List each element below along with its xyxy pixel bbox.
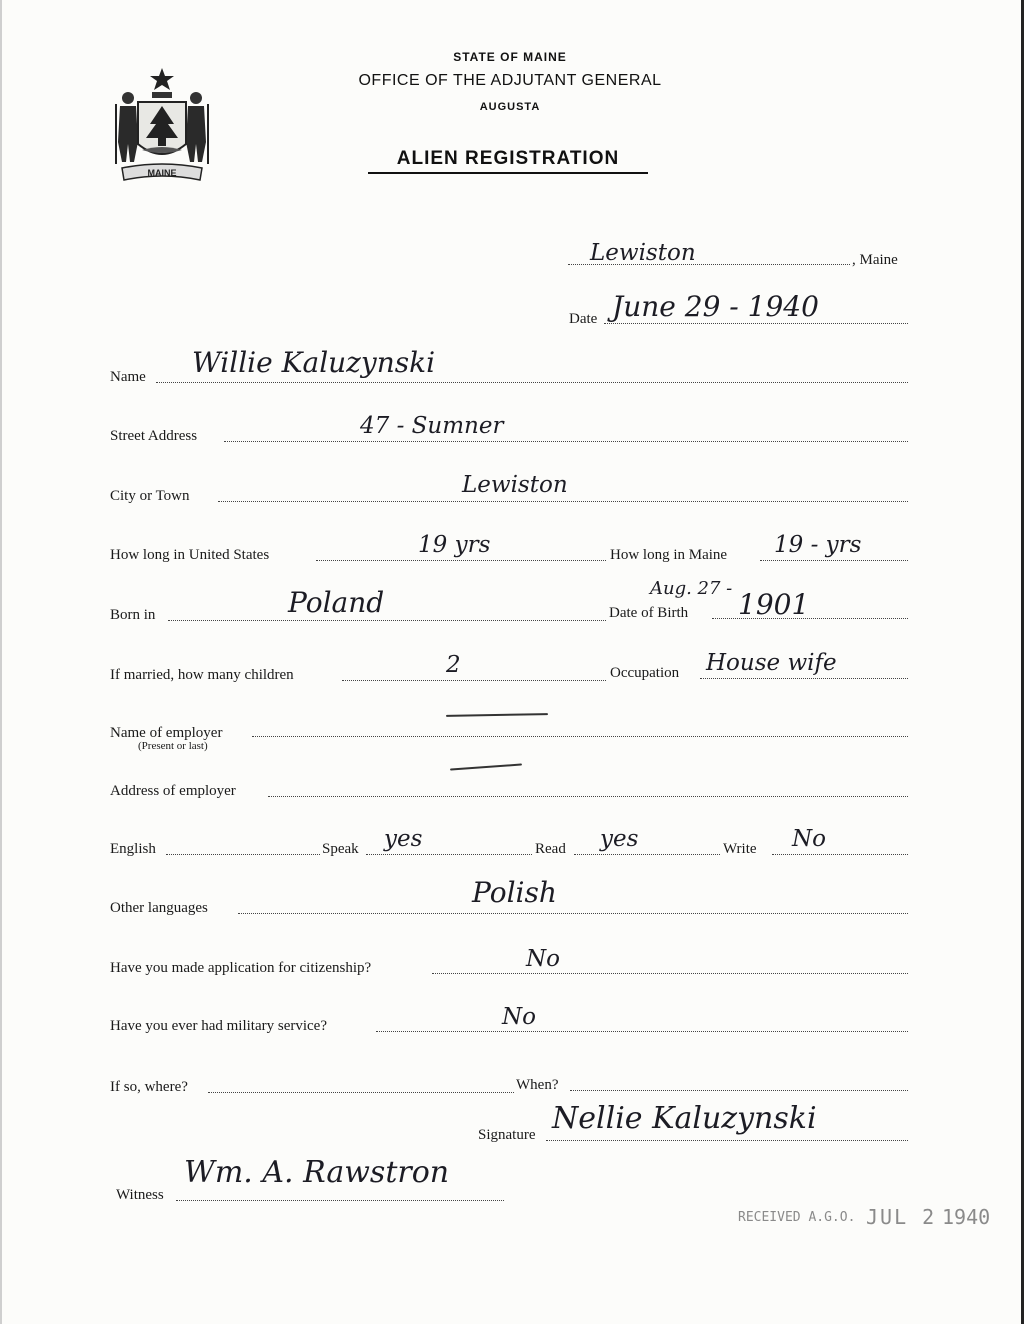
signature-value: Nellie Kaluzynski	[552, 1101, 817, 1136]
street-value: 47 - Sumner	[360, 413, 504, 439]
dob-label: Date of Birth	[609, 605, 689, 621]
occupation-label: Occupation	[610, 665, 680, 681]
english-line	[166, 854, 320, 855]
how-long-us-label: How long in United States	[110, 547, 270, 563]
when-line	[570, 1090, 908, 1091]
children-value: 2	[446, 652, 461, 678]
employer-name-dash	[446, 713, 548, 717]
write-label: Write	[723, 841, 757, 857]
seal-text: MAINE	[147, 168, 177, 178]
citizenship-label: Have you made application for citizenship?	[110, 960, 372, 976]
military-line	[376, 1031, 908, 1032]
if-so-where-line	[208, 1092, 514, 1093]
citizenship-value: No	[526, 946, 560, 972]
form-title: ALIEN REGISTRATION	[368, 148, 648, 174]
how-long-us-line	[316, 560, 606, 561]
city-value: Lewiston	[462, 472, 568, 498]
occupation-value: House wife	[706, 650, 837, 676]
employer-address-dash	[450, 763, 522, 770]
write-line	[772, 854, 908, 855]
name-value: Willie Kaluzynski	[192, 346, 436, 379]
maine-label: , Maine	[852, 252, 898, 268]
witness-label: Witness	[116, 1187, 164, 1203]
date-line	[604, 323, 908, 324]
header-state: STATE OF MAINE	[453, 50, 567, 64]
received-stamp: RECEIVED A.G.O.	[738, 1210, 856, 1225]
other-languages-label: Other languages	[110, 900, 208, 916]
employer-address-label: Address of employer	[110, 783, 236, 799]
speak-value: yes	[384, 826, 423, 852]
dob-year-value: 1901	[738, 588, 810, 621]
military-label: Have you ever had military service?	[110, 1018, 327, 1034]
occupation-line	[700, 678, 908, 679]
dob-month-value: Aug. 27 -	[650, 578, 733, 599]
born-in-line	[168, 620, 606, 621]
signature-line	[546, 1140, 908, 1141]
witness-line	[176, 1200, 504, 1201]
how-long-maine-label: How long in Maine	[610, 547, 728, 563]
city-label: City or Town	[110, 488, 190, 504]
city-line	[218, 501, 908, 502]
date-label: Date	[569, 311, 598, 327]
place-value: Lewiston	[590, 240, 696, 266]
header-city: AUGUSTA	[479, 101, 541, 113]
born-in-value: Poland	[288, 586, 385, 619]
how-long-maine-value: 19 - yrs	[774, 532, 862, 558]
other-languages-line	[238, 913, 908, 914]
citizenship-line	[432, 973, 908, 974]
employer-name-sublabel: (Present or last)	[138, 740, 208, 752]
children-label: If married, how many children	[110, 667, 294, 683]
speak-label: Speak	[322, 841, 359, 857]
read-value: yes	[600, 826, 639, 852]
english-label: English	[110, 841, 156, 857]
write-value: No	[792, 826, 826, 852]
how-long-us-value: 19 yrs	[418, 532, 491, 558]
read-line	[574, 854, 720, 855]
signature-label: Signature	[478, 1127, 536, 1143]
employer-address-line	[268, 796, 908, 797]
speak-line	[366, 854, 532, 855]
how-long-maine-line	[760, 560, 908, 561]
received-stamp-date: JUL 2	[866, 1205, 937, 1229]
military-value: No	[502, 1004, 536, 1030]
street-line	[224, 441, 908, 442]
state-seal-icon	[108, 64, 216, 186]
if-so-where-label: If so, where?	[110, 1079, 188, 1095]
when-label: When?	[516, 1077, 559, 1093]
born-in-label: Born in	[110, 607, 156, 623]
name-label: Name	[110, 369, 146, 385]
name-line	[156, 382, 908, 383]
received-stamp-year: 1940	[942, 1205, 991, 1229]
employer-name-label: Name of employer	[110, 725, 223, 741]
page-edge-left	[0, 0, 2, 1324]
date-value: June 29 - 1940	[612, 290, 819, 323]
street-label: Street Address	[110, 428, 198, 444]
employer-name-line	[252, 736, 908, 737]
read-label: Read	[535, 841, 566, 857]
children-line	[342, 680, 606, 681]
witness-value: Wm. A. Rawstron	[184, 1155, 450, 1190]
header-office: OFFICE OF THE ADJUTANT GENERAL	[358, 72, 662, 89]
other-languages-value: Polish	[472, 876, 557, 909]
